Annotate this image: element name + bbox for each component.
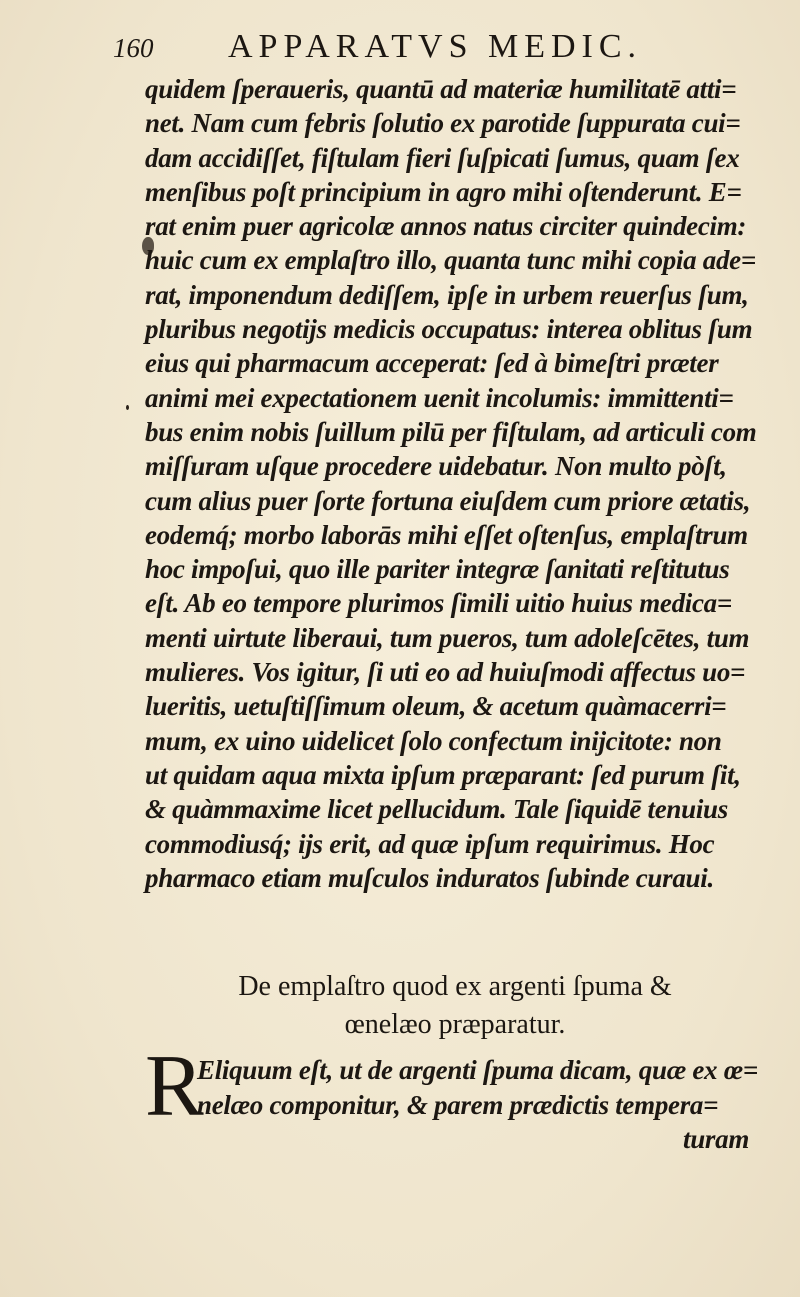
text-line: pluribus negotijs medicis occupatus: interea oblitus ſum	[145, 314, 753, 345]
running-title: APPARATVS MEDIC.	[228, 28, 643, 65]
text-line: net. Nam cum febris ſolutio ex parotide ſuppurata cui=	[145, 108, 741, 139]
text-line: Eliquum eſt, ut de argenti ſpuma dicam, quæ ex œ=	[197, 1055, 758, 1085]
margin-mark	[126, 405, 129, 410]
text-line: eodemq́; morbo laborās mihi eſſet oſtenſus, emplaſtrum	[145, 519, 748, 550]
text-line: rat enim puer agricolæ annos natus circiter quindecim:	[145, 211, 747, 242]
text-line: rat, imponendum dediſſem, ipſe in urbem reuerſus ſum,	[145, 279, 749, 310]
text-line: menſibus poſt principium in agro mihi oſtenderunt. E=	[145, 176, 742, 207]
text-line: & quàmmaxime licet pellucidum. Tale ſiquidē tenuius	[145, 794, 728, 825]
text-line: mulieres. Vos igitur, ſi uti eo ad huiuſmodi affectus uo=	[145, 657, 746, 688]
text-line: hoc impoſui, quo ille pariter integræ ſanitati reſtitutus	[145, 554, 730, 585]
text-line: eſt. Ab eo tempore plurimos ſimili uitio huius medica=	[145, 588, 732, 619]
section-heading	[145, 968, 765, 1044]
text-line: bus enim nobis ſuillum pilū per fiſtulam, ad articuli com	[145, 416, 757, 447]
text-line: nelæo componitur, & parem prædictis tempera=	[197, 1089, 719, 1120]
drop-cap: R	[145, 1038, 204, 1135]
text-line: commodiusq́; ijs erit, ad quæ ipſum requirimus. Hoc	[145, 828, 715, 859]
text-line: animi mei expectationem uenit incolumis: immittenti=	[145, 382, 734, 413]
text-line: ut quidam aqua mixta ipſum præparant: ſed purum ſit,	[145, 759, 741, 790]
heading-line: De emplaſtro quod ex argenti ſpuma &	[238, 971, 672, 1002]
text-line: miſſuram uſque procedere uidebatur. Non multo pòſt,	[145, 451, 727, 482]
page-number: 160	[113, 33, 154, 63]
page-header	[113, 28, 713, 68]
text-line: menti uirtute liberaui, tum pueros, tum adoleſcētes, tum	[145, 622, 750, 653]
catchword: turam	[683, 1124, 750, 1154]
text-line: cum alius puer ſorte fortuna eiuſdem cum priore ætatis,	[145, 485, 751, 516]
text-line: mum, ex uino uidelicet ſolo confectum inijcitote: non	[145, 725, 722, 756]
text-line: lueritis, uetuſtiſſimum oleum, & acetum quàmacerri=	[145, 691, 727, 722]
heading-line: œnelæo præparatur.	[344, 1009, 566, 1040]
main-paragraph	[145, 72, 765, 895]
section-paragraph	[145, 1038, 765, 1157]
text-line: eius qui pharmacum acceperat: ſed à bimeſtri præter	[145, 348, 719, 379]
text-line: pharmaco etiam muſculos induratos ſubinde curaui.	[145, 862, 714, 893]
text-line: quidem ſperaueris, quantū ad materiæ humilitatē atti=	[145, 74, 737, 104]
text-line: dam accidiſſet, fiſtulam fieri ſuſpicati ſumus, quam ſex	[145, 142, 740, 173]
text-line: huic cum ex emplaſtro illo, quanta tunc mihi copia ade=	[145, 245, 756, 276]
